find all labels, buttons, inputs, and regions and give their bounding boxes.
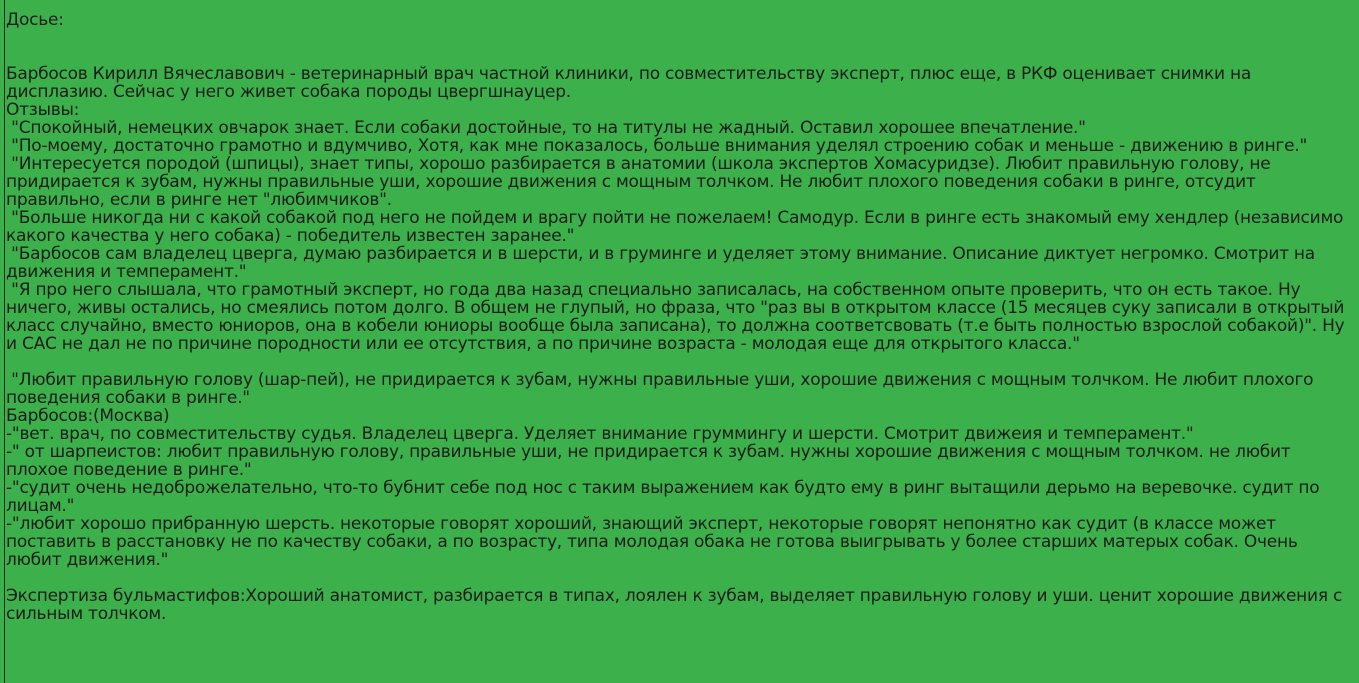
review-item: "Спокойный, немецких овчарок знает. Если собаки достойные, то на титулы не жадный. Оставил хорошее впечатление.": [6, 118, 1086, 138]
spacer: [6, 29, 1351, 65]
review-item: "Интересуется породой (шпицы), знает типы, хорошо разбирается в анатомии (школа экспертов Хомасуридзе). Любит правильную голову, не придирается к зубам, нужны правильные уши, хорошие движения с мощным толчком. Не любит плохого поведения собаки в ринге, отсудит правильно, если в ринге нет "любимчиков".: [6, 154, 1276, 210]
reviews-header: Отзывы:: [6, 100, 80, 120]
spacer: [6, 353, 1351, 371]
moscow-header: Барбосов:(Москва): [6, 406, 170, 426]
review-item: "Больше никогда ни с какой собакой под него не пойдем и врагу пойти не пожелаем! Самодур. Если в ринге есть знакомый ему хендлер (независимо какого качества у него собака) - победитель известен заранее.": [6, 208, 1349, 246]
review-item: "Барбосов сам владелец цверга, думаю разбирается и в шерсти, и в груминге и уделяет этому внимание. Описание диктует негромко. Смотрит на движения и темперамент.": [6, 244, 1321, 282]
intro-paragraph: Барбосов Кирилл Вячеславович - ветеринарный врач частной клиники, по совместительству эксперт, плюс еще, в РКФ оценивает снимки на дисплазию. Сейчас у него живет собака породы цвергшнауцер.: [6, 64, 1257, 102]
review-item: "Любит правильную голову (шар-пей), не придирается к зубам, нужны правильные уши, хорошие движения с мощным толчком. Не любит плохого поведения собаки в ринге.": [6, 370, 1319, 408]
bullmastiff-paragraph: Экспертиза бульмастифов:Хороший анатомист, разбирается в типах, лоялен к зубам, выделяет правильную голову и уши. ценит хорошие движения с сильным толчком.: [6, 586, 1348, 624]
dossier-document: [6, 11, 1351, 623]
dossier-title: Досье:: [6, 10, 64, 30]
moscow-item: -"любит хорошо прибранную шерсть. некоторые говорят хороший, знающий эксперт, некоторые говорят непонятно как судит (в классе может поставить в расстановку не по качеству собаки, а по возрасту, типа молодая обака не готова выигрывать у более старших матерых собак. Очень любит движения.": [6, 514, 1303, 570]
moscow-item: -" от шарпеистов: любит правильную голову, правильные уши, не придирается к зубам. нужны хорошие движения с мощным толчком. не любит плохое поведение в ринге.": [6, 442, 1296, 480]
review-item: "По-моему, достаточно грамотно и вдумчиво, Хотя, как мне показалось, больше внимания уделял строению собак и меньше - движению в ринге.": [6, 136, 1308, 156]
spacer: [6, 569, 1351, 587]
review-item: "Я про него слышала, что грамотный эксперт, но года два назад специально записалась, на собственном опыте проверить, что он есть такое. Ну ничего, живы остались, но смеялись потом долго. В общем не глупый, но фраза, что "раз вы в открытом классе (15 месяцев суку записали в открытый класс случайно, вместо юниоров, она в кобели юниоры вообще была записана), то должна соответсвовать (т.е быть полностью взрослой собакой)". Ну и САС не дал не по причине породности или ее отсутствия, а по причине возраста - молодая еще для открытого класса.": [6, 280, 1350, 354]
left-border-line: [4, 0, 5, 683]
moscow-item: -"вет. врач, по совместительству судья. Владелец цверга. Уделяет внимание груммингу и шерсти. Смотрит движеия и темперамент.": [6, 424, 1194, 444]
moscow-item: -"судит очень недоброжелательно, что-то бубнит себе под нос с таким выражением как будто ему в ринг вытащили дерьмо на веревочке. судит по лицам.": [6, 478, 1325, 516]
